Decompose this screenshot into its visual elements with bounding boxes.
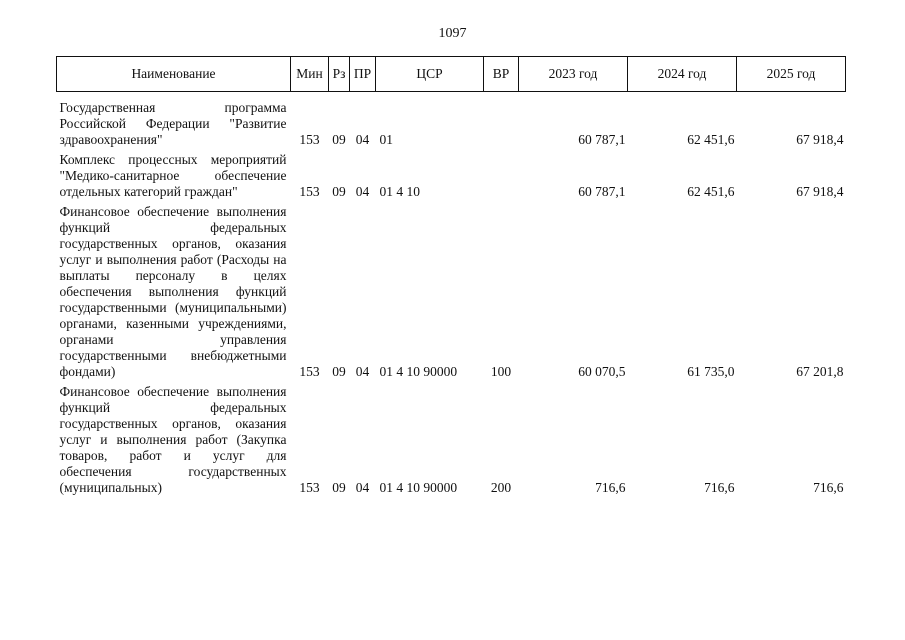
row-pr: 04 xyxy=(355,132,370,147)
table-row xyxy=(57,92,846,153)
row-value-2023: 60 787,1 xyxy=(578,132,626,147)
row-pr: 04 xyxy=(355,364,370,379)
row-pr: 04 xyxy=(355,184,370,199)
row-vr: 100 xyxy=(490,364,512,379)
row-vr xyxy=(484,152,519,204)
row-value-2025: 67 918,4 xyxy=(796,184,844,199)
row-csr: 01 xyxy=(379,132,393,147)
column-header-pr: ПР xyxy=(350,57,376,92)
row-value-2024: 61 735,0 xyxy=(687,364,735,379)
row-pr: 04 xyxy=(355,480,370,495)
column-header-csr: ЦСР xyxy=(376,57,484,92)
row-value-2025: 716,6 xyxy=(813,480,844,495)
row-value-2023: 716,6 xyxy=(595,480,626,495)
row-name: Финансовое обеспечение выполнения функций федеральных государственных органов, оказания услуг и выполнения работ (Расходы на выплаты персоналу в целях обеспечения выполнения функций государственными (муниципальными) органами, казенными учреждениями, органами управления государственными внебюджетными фондами) xyxy=(59,204,287,379)
row-vr: 200 xyxy=(490,480,512,495)
row-csr: 01 4 10 90000 xyxy=(379,480,458,495)
row-value-2024: 716,6 xyxy=(704,480,735,495)
column-header-2025: 2025 год xyxy=(737,57,846,92)
column-header-2023: 2023 год xyxy=(519,57,628,92)
column-header-min: Мин xyxy=(291,57,329,92)
row-min: 153 xyxy=(299,184,320,199)
row-value-2023: 60 070,5 xyxy=(578,364,626,379)
row-min: 153 xyxy=(299,364,320,379)
table-row xyxy=(57,204,846,384)
row-csr: 01 4 10 xyxy=(379,184,420,199)
row-value-2025: 67 201,8 xyxy=(796,364,844,379)
column-header-2024: 2024 год xyxy=(628,57,737,92)
row-name: Финансовое обеспечение выполнения функций федеральных государственных органов, оказания услуг и выполнения работ (Закупка товаров, работ и услуг для обеспечения государственных (муниципальных) xyxy=(59,384,287,495)
row-value-2023: 60 787,1 xyxy=(578,184,626,199)
column-header-name: Наименование xyxy=(57,57,291,92)
row-min: 153 xyxy=(299,132,320,147)
row-value-2024: 62 451,6 xyxy=(687,132,735,147)
row-vr xyxy=(484,92,519,153)
page-number: 1097 xyxy=(438,26,467,41)
column-header-vr: ВР xyxy=(484,57,519,92)
column-header-rz: Рз xyxy=(329,57,350,92)
table-row xyxy=(57,152,846,204)
row-name: Комплекс процессных мероприятий "Медико-санитарное обеспечение отдельных категорий граждан" xyxy=(59,152,287,199)
row-rz: 09 xyxy=(332,184,346,199)
row-csr: 01 4 10 90000 xyxy=(379,364,458,379)
table-row xyxy=(57,384,846,496)
budget-table xyxy=(56,56,846,496)
row-rz: 09 xyxy=(332,364,346,379)
table-header-row xyxy=(57,57,846,92)
row-value-2025: 67 918,4 xyxy=(796,132,844,147)
row-min: 153 xyxy=(299,480,320,495)
row-name: Государственная программа Российской Федерации "Развитие здравоохранения" xyxy=(59,100,287,147)
row-value-2024: 62 451,6 xyxy=(687,184,735,199)
row-rz: 09 xyxy=(332,480,346,495)
row-rz: 09 xyxy=(332,132,346,147)
